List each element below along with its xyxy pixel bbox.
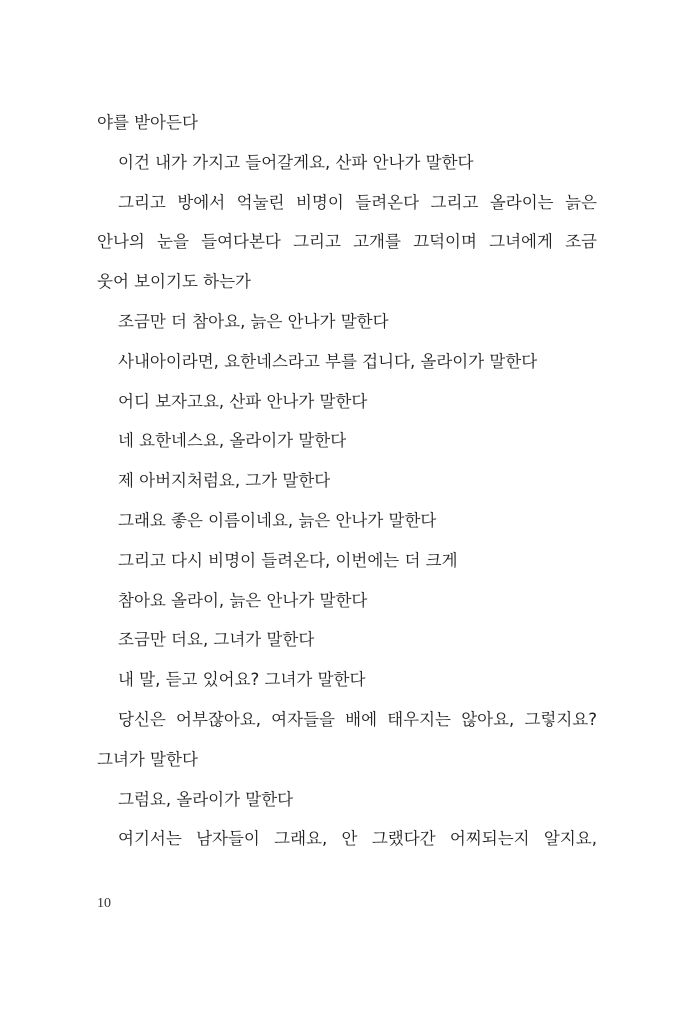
text-line: 여기서는 남자들이 그래요, 안 그랬다간 어찌되는지 알지요, bbox=[118, 829, 597, 849]
text-line: 어디 보자고요, 산파 안나가 말한다 bbox=[118, 391, 368, 411]
text-line: 웃어 보이기도 하는가 bbox=[97, 272, 251, 292]
text-line: 안나의 눈을 들여다본다 그리고 고개를 끄덕이며 그녀에게 조금 bbox=[97, 232, 597, 252]
text-line: 그래요 좋은 이름이네요, 늙은 안나가 말한다 bbox=[118, 510, 437, 530]
text-line: 참아요 올라이, 늙은 안나가 말한다 bbox=[118, 590, 368, 610]
text-line: 그녀가 말한다 bbox=[97, 749, 198, 769]
text-line: 사내아이라면, 요한네스라고 부를 겁니다, 올라이가 말한다 bbox=[118, 351, 538, 371]
text-line: 야를 받아든다 bbox=[97, 113, 198, 132]
text-line: 내 말, 듣고 있어요? 그녀가 말한다 bbox=[118, 670, 366, 690]
text-line: 제 아버지처럼요, 그가 말한다 bbox=[118, 471, 331, 491]
text-line: 조금만 더요, 그녀가 말한다 bbox=[118, 630, 315, 650]
text-line: 당신은 어부잖아요, 여자들을 배에 태우지는 않아요, 그렇지요? bbox=[118, 709, 597, 729]
text-line: 그리고 다시 비명이 들려온다, 이번에는 더 크게 bbox=[118, 550, 458, 570]
text-line: 네 요한네스요, 올라이가 말한다 bbox=[118, 431, 347, 451]
text-line: 그리고 방에서 억눌린 비명이 들려온다 그리고 올라이는 늙은 bbox=[118, 192, 597, 212]
text-line: 조금만 더 참아요, 늙은 안나가 말한다 bbox=[118, 311, 389, 331]
text-line: 그럼요, 올라이가 말한다 bbox=[118, 789, 294, 809]
text-line: 이건 내가 가지고 들어갈게요, 산파 안나가 말한다 bbox=[118, 152, 474, 172]
body-text bbox=[97, 110, 597, 866]
page-number: 10 bbox=[97, 896, 111, 911]
